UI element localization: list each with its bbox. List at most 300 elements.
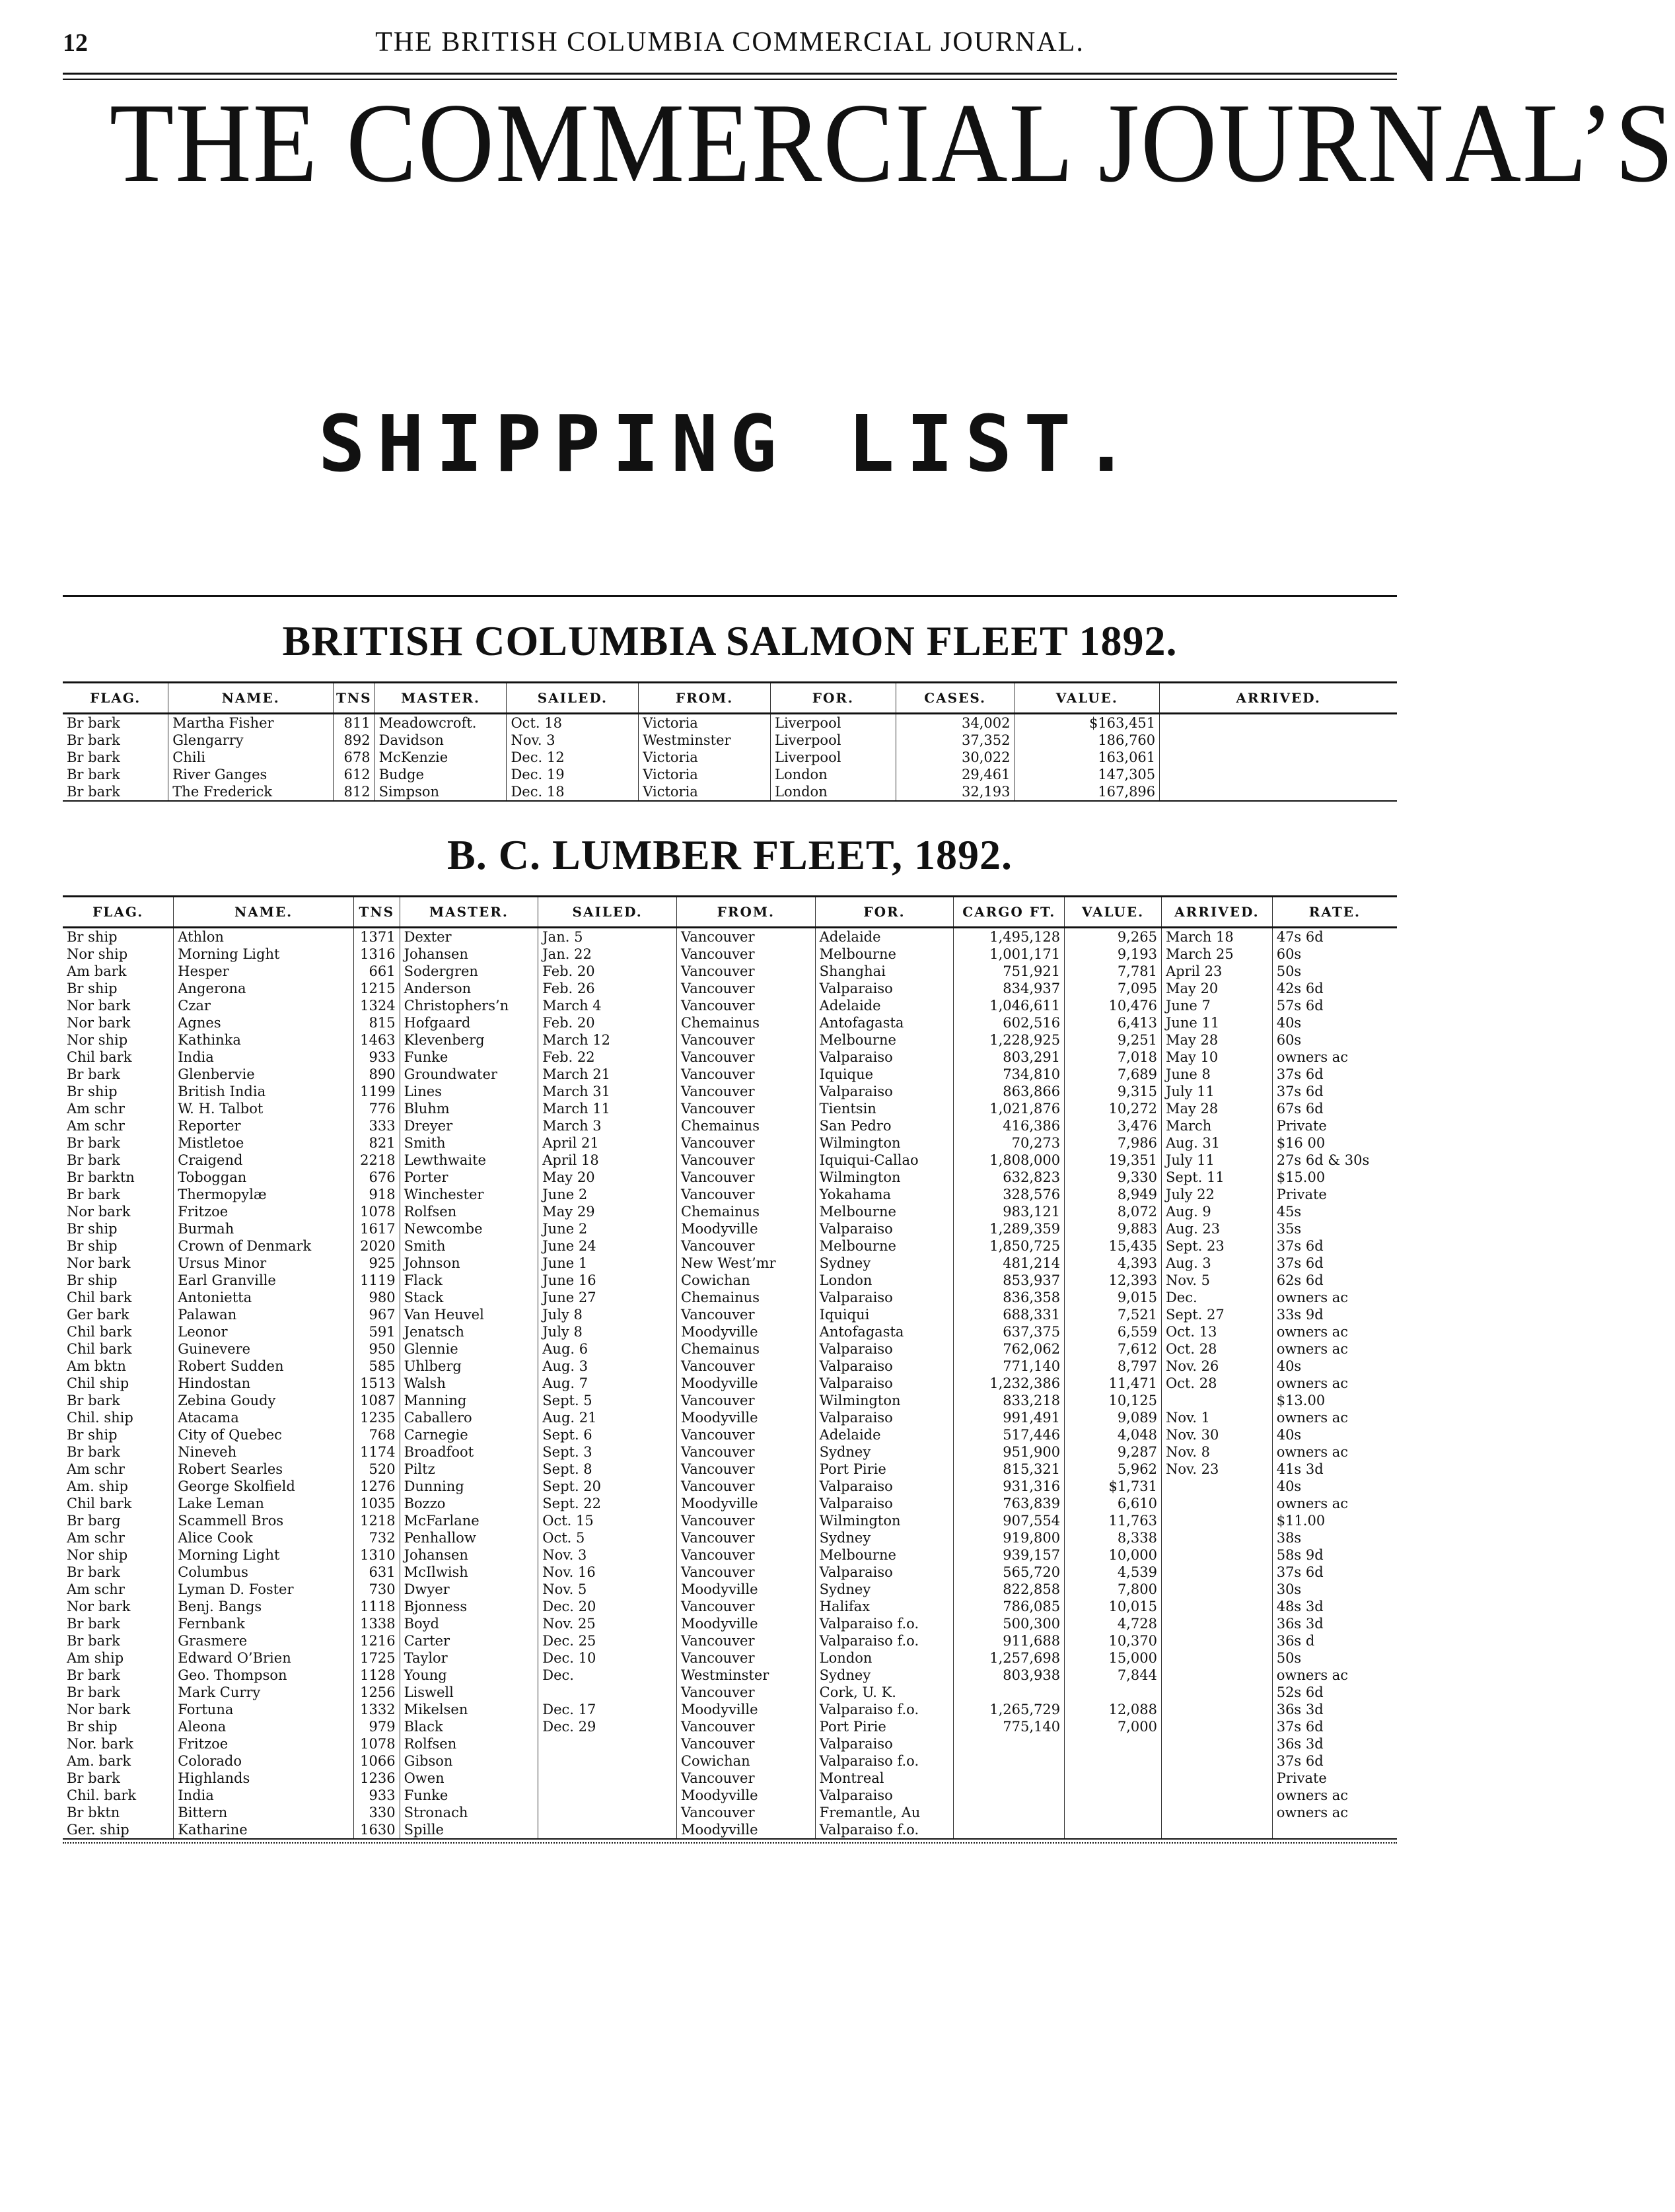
table-cell: $163,451 [1015, 714, 1160, 732]
table-cell: Melbourne [815, 1203, 954, 1220]
table-cell: June 7 [1161, 997, 1272, 1014]
table-cell: 10,272 [1065, 1100, 1162, 1117]
table-cell: Am schr [67, 1461, 125, 1477]
table-cell: Br bark [67, 715, 120, 731]
table-cell: Antonietta [174, 1289, 354, 1306]
table-cell: 907,554 [954, 1512, 1065, 1529]
table-cell: Vancouver [676, 1031, 815, 1049]
table-cell: 1617 [353, 1220, 400, 1237]
table-cell: 1218 [353, 1512, 400, 1529]
table-cell: Geo. Thompson [174, 1667, 354, 1684]
table-cell: Br bark [67, 767, 120, 782]
table-cell: Glennie [400, 1340, 538, 1358]
table-cell: Katharine [174, 1821, 354, 1839]
table-cell: 1324 [353, 997, 400, 1014]
table-cell: Br barg [67, 1513, 121, 1529]
table-cell: Vancouver [676, 1546, 815, 1564]
table-cell: Feb. 26 [538, 980, 677, 997]
table-cell: 2218 [353, 1152, 400, 1169]
table-row [63, 1615, 1397, 1632]
table-cell: Adelaide [815, 997, 954, 1014]
table-cell: Black [400, 1718, 538, 1735]
table-cell [954, 1804, 1065, 1821]
table-cell [954, 1787, 1065, 1804]
table-cell: 10,370 [1065, 1632, 1162, 1649]
table-cell: Vancouver [676, 1684, 815, 1701]
table-cell: Melbourne [815, 1237, 954, 1255]
table-cell: 1371 [353, 928, 400, 946]
table-cell: 1310 [353, 1546, 400, 1564]
table-cell: Br bktn [67, 1805, 120, 1820]
table-cell [1161, 1615, 1272, 1632]
table-cell: McKenzie [374, 749, 507, 766]
table-cell: Taylor [400, 1649, 538, 1667]
table-cell: 612 [334, 766, 375, 783]
table-cell: Vancouver [676, 1186, 815, 1203]
table-cell: 37s 6d [1272, 1237, 1397, 1255]
table-cell: India [174, 1049, 354, 1066]
table-cell: 163,061 [1015, 749, 1160, 766]
table-cell: 803,938 [954, 1667, 1065, 1684]
table-cell: Wilmington [815, 1512, 954, 1529]
column-header: FROM. [639, 683, 771, 714]
table-cell: Chil bark [67, 1290, 132, 1305]
table-cell: 5,962 [1065, 1461, 1162, 1478]
table-cell: 52s 6d [1272, 1684, 1397, 1701]
table-row [63, 1684, 1397, 1701]
table-cell: 9,015 [1065, 1289, 1162, 1306]
table-cell: Valparaiso [815, 980, 954, 997]
table-cell: 631 [353, 1564, 400, 1581]
table-cell: 1,046,611 [954, 997, 1065, 1014]
table-cell [954, 1770, 1065, 1787]
table-cell [1161, 1564, 1272, 1581]
table-cell: June 2 [538, 1186, 677, 1203]
table-cell: June 11 [1161, 1014, 1272, 1031]
table-cell: 37s 6d [1272, 1752, 1397, 1770]
table-cell: 762,062 [954, 1340, 1065, 1358]
table-cell: Aug. 23 [1161, 1220, 1272, 1237]
table-cell: 676 [353, 1169, 400, 1186]
table-cell: Nor bark [67, 1702, 131, 1717]
table-cell: Nor bark [67, 998, 131, 1014]
table-cell: 45s [1272, 1203, 1397, 1220]
table-cell: Fremantle, Au [815, 1804, 954, 1821]
table-cell: Dec. 12 [507, 749, 639, 766]
table-cell: W. H. Talbot [174, 1100, 354, 1117]
table-cell: Valparaiso [815, 1735, 954, 1752]
table-cell: 520 [353, 1461, 400, 1478]
table-cell: Wilmington [815, 1169, 954, 1186]
table-cell: 48s 3d [1272, 1598, 1397, 1615]
table-row [63, 1066, 1397, 1083]
table-cell: Penhallow [400, 1529, 538, 1546]
table-cell: 4,539 [1065, 1564, 1162, 1581]
table-cell: Port Pirie [815, 1718, 954, 1735]
table-cell: Sydney [815, 1255, 954, 1272]
table-cell: Caballero [400, 1409, 538, 1426]
table-row [63, 1272, 1397, 1289]
table-cell: Br ship [67, 1719, 118, 1735]
table-cell [538, 1804, 677, 1821]
table-cell: 4,048 [1065, 1426, 1162, 1443]
table-cell [1160, 783, 1397, 801]
table-cell [1161, 1684, 1272, 1701]
column-header: SAILED. [507, 683, 639, 714]
table-row [63, 1649, 1397, 1667]
table-cell: Westminster [639, 732, 771, 749]
table-row [63, 1512, 1397, 1529]
table-cell: Oct. 18 [507, 714, 639, 732]
table-cell: Dec. 18 [507, 783, 639, 801]
table-cell [1161, 1804, 1272, 1821]
table-cell [954, 1735, 1065, 1752]
table-cell: Chil. bark [67, 1787, 137, 1803]
table-cell: March 12 [538, 1031, 677, 1049]
table-cell: Mark Curry [174, 1684, 354, 1701]
table-cell: July 22 [1161, 1186, 1272, 1203]
table-cell: Ursus Minor [174, 1255, 354, 1272]
table-cell: British India [174, 1083, 354, 1100]
table-cell: 768 [353, 1426, 400, 1443]
table-cell: Private [1272, 1186, 1397, 1203]
table-cell: Moodyville [676, 1787, 815, 1804]
table-cell: Hesper [174, 963, 354, 980]
table-cell: 34,002 [896, 714, 1015, 732]
table-cell: Liverpool [771, 749, 896, 766]
table-cell: 933 [353, 1049, 400, 1066]
table-cell: Vancouver [676, 946, 815, 963]
section-rule [63, 595, 1397, 597]
table-cell: Davidson [374, 732, 507, 749]
table-cell: Columbus [174, 1564, 354, 1581]
table-cell: 6,610 [1065, 1495, 1162, 1512]
table-cell: Br bark [67, 1066, 120, 1082]
table-cell: Sept. 5 [538, 1392, 677, 1409]
table-cell: Flack [400, 1272, 538, 1289]
table-cell [1161, 1787, 1272, 1804]
table-cell: 27s 6d & 30s [1272, 1152, 1397, 1169]
table-cell: London [771, 766, 896, 783]
table-cell: 8,338 [1065, 1529, 1162, 1546]
table-cell: San Pedro [815, 1117, 954, 1134]
table-cell: Br bark [67, 1135, 120, 1151]
table-row [63, 1049, 1397, 1066]
table-cell: Groundwater [400, 1066, 538, 1083]
table-cell: Valparaiso f.o. [815, 1615, 954, 1632]
table-cell: Funke [400, 1787, 538, 1804]
table-cell: 7,781 [1065, 963, 1162, 980]
table-cell: 36s d [1272, 1632, 1397, 1649]
table-cell: Br ship [67, 981, 118, 996]
table-cell [954, 1752, 1065, 1770]
table-cell: Vancouver [676, 1598, 815, 1615]
table-cell: 751,921 [954, 963, 1065, 980]
table-cell: Dexter [400, 928, 538, 946]
table-cell: Montreal [815, 1770, 954, 1787]
table-row [63, 1409, 1397, 1426]
table-row [63, 1031, 1397, 1049]
table-cell [538, 1770, 677, 1787]
table-cell: Jan. 5 [538, 928, 677, 946]
table-cell: Simpson [374, 783, 507, 801]
table-cell: Am. bark [67, 1753, 131, 1769]
table-cell: 776 [353, 1100, 400, 1117]
table-cell: Fortuna [174, 1701, 354, 1718]
table-row [63, 1134, 1397, 1152]
table-cell [1161, 1649, 1272, 1667]
table-cell: 9,265 [1065, 928, 1162, 946]
table-cell [538, 1735, 677, 1752]
table-cell: Scammell Bros [174, 1512, 354, 1529]
table-cell: 1235 [353, 1409, 400, 1426]
table-row [63, 1306, 1397, 1323]
table-cell: Sept. 20 [538, 1478, 677, 1495]
table-cell: Nov. 30 [1161, 1426, 1272, 1443]
table-cell: 967 [353, 1306, 400, 1323]
table-row [63, 732, 1397, 749]
table-cell [1065, 1821, 1162, 1839]
table-cell: Glenbervie [174, 1066, 354, 1083]
table-cell: 803,291 [954, 1049, 1065, 1066]
table-cell: 822,858 [954, 1581, 1065, 1598]
table-cell: Aug. 3 [538, 1358, 677, 1375]
table-cell: 40s [1272, 1014, 1397, 1031]
table-cell: 6,413 [1065, 1014, 1162, 1031]
table-cell: 1,850,725 [954, 1237, 1065, 1255]
table-cell: Earl Granville [174, 1272, 354, 1289]
table-cell: Rolfsen [400, 1735, 538, 1752]
table-cell: 1078 [353, 1203, 400, 1220]
table-cell: Am. ship [67, 1478, 128, 1494]
table-cell: Nor bark [67, 1599, 131, 1614]
table-cell: Adelaide [815, 1426, 954, 1443]
table-cell: owners ac [1272, 1289, 1397, 1306]
table-cell: Sept. 27 [1161, 1306, 1272, 1323]
table-cell: 732 [353, 1529, 400, 1546]
table-cell: 1,232,386 [954, 1375, 1065, 1392]
table-cell: July 8 [538, 1306, 677, 1323]
table-cell: Valparaiso [815, 1049, 954, 1066]
table-cell: Nor bark [67, 1015, 131, 1031]
table-row [63, 1701, 1397, 1718]
table-cell: 585 [353, 1358, 400, 1375]
table-cell: Chemainus [676, 1203, 815, 1220]
column-header: ARRIVED. [1161, 897, 1272, 928]
column-header: FROM. [676, 897, 815, 928]
table-cell: Agnes [174, 1014, 354, 1031]
table-cell [1161, 1581, 1272, 1598]
table-cell: Smith [400, 1134, 538, 1152]
table-cell: Nov. 8 [1161, 1443, 1272, 1461]
column-header: FOR. [815, 897, 954, 928]
table-cell [1065, 1787, 1162, 1804]
table-row [63, 1546, 1397, 1564]
table-cell [1161, 1546, 1272, 1564]
column-header: FLAG. [63, 683, 168, 714]
table-cell: 15,000 [1065, 1649, 1162, 1667]
table-cell: 10,015 [1065, 1598, 1162, 1615]
table-cell: Dec. 29 [538, 1718, 677, 1735]
table-cell: City of Quebec [174, 1426, 354, 1443]
table-cell: 892 [334, 732, 375, 749]
table-cell: Vancouver [676, 1649, 815, 1667]
table-cell: Meadowcroft. [374, 714, 507, 732]
table-cell: Valparaiso f.o. [815, 1752, 954, 1770]
table-cell: Sept. 6 [538, 1426, 677, 1443]
header-rule [63, 79, 1397, 80]
table-cell: 9,315 [1065, 1083, 1162, 1100]
table-row [63, 1735, 1397, 1752]
table-cell: Wilmington [815, 1392, 954, 1409]
table-row [63, 1289, 1397, 1306]
table-cell: $11.00 [1272, 1512, 1397, 1529]
table-cell: March 21 [538, 1066, 677, 1083]
table-cell: Br bark [67, 1152, 120, 1168]
table-cell: 1118 [353, 1598, 400, 1615]
table-cell: Vancouver [676, 1049, 815, 1066]
table-cell: Vancouver [676, 1804, 815, 1821]
table-cell: $16 00 [1272, 1134, 1397, 1152]
table-cell: 637,375 [954, 1323, 1065, 1340]
lumber-header-row [63, 897, 1397, 928]
table-cell: 10,125 [1065, 1392, 1162, 1409]
table-cell: 1216 [353, 1632, 400, 1649]
table-cell: Victoria [639, 749, 771, 766]
table-cell: Antofagasta [815, 1323, 954, 1340]
table-cell [1161, 1735, 1272, 1752]
table-cell: Victoria [639, 766, 771, 783]
table-cell: 632,823 [954, 1169, 1065, 1186]
table-cell: Am schr [67, 1118, 125, 1134]
table-cell: Carnegie [400, 1426, 538, 1443]
table-row [63, 1186, 1397, 1203]
table-cell: Private [1272, 1770, 1397, 1787]
table-row [63, 783, 1397, 801]
table-cell: Chemainus [676, 1117, 815, 1134]
table-cell: $1,731 [1065, 1478, 1162, 1495]
table-cell: Grasmere [174, 1632, 354, 1649]
table-row [63, 766, 1397, 783]
table-cell [1065, 1752, 1162, 1770]
table-cell: Valparaiso [815, 1564, 954, 1581]
table-cell: Zebina Goudy [174, 1392, 354, 1409]
table-cell: Vancouver [676, 1169, 815, 1186]
table-cell: George Skolfield [174, 1478, 354, 1495]
table-cell: 918 [353, 1186, 400, 1203]
table-cell: Melbourne [815, 946, 954, 963]
table-row [63, 1564, 1397, 1581]
table-cell: 70,273 [954, 1134, 1065, 1152]
table-cell [538, 1752, 677, 1770]
table-cell: Nor bark [67, 1204, 131, 1220]
table-cell: Vancouver [676, 928, 815, 946]
table-cell: 50s [1272, 1649, 1397, 1667]
table-cell: Tientsin [815, 1100, 954, 1117]
table-cell: Fernbank [174, 1615, 354, 1632]
table-cell: 7,521 [1065, 1306, 1162, 1323]
table-cell: 919,800 [954, 1529, 1065, 1546]
column-header: TNS [353, 897, 400, 928]
table-cell: 15,435 [1065, 1237, 1162, 1255]
table-cell: Aug. 31 [1161, 1134, 1272, 1152]
table-row [63, 1718, 1397, 1735]
table-cell: Sydney [815, 1529, 954, 1546]
table-cell: 2020 [353, 1237, 400, 1255]
table-cell: Valparaiso [815, 1083, 954, 1100]
table-cell: March 18 [1161, 928, 1272, 946]
table-row [63, 928, 1397, 946]
table-cell: 57s 6d [1272, 997, 1397, 1014]
table-cell: 8,949 [1065, 1186, 1162, 1203]
table-cell: Kathinka [174, 1031, 354, 1049]
table-cell: Thermopylæ [174, 1186, 354, 1203]
table-cell: Valparaiso f.o. [815, 1701, 954, 1718]
table-cell: 40s [1272, 1426, 1397, 1443]
masthead: THE COMMERCIAL JOURNAL’S [109, 81, 1675, 206]
table-cell: May 20 [1161, 980, 1272, 997]
table-row [63, 1804, 1397, 1821]
lumber-fleet-table [63, 895, 1397, 1840]
column-header: MASTER. [374, 683, 507, 714]
table-cell: 1513 [353, 1375, 400, 1392]
table-cell: Melbourne [815, 1546, 954, 1564]
table-cell: Br bark [67, 1187, 120, 1202]
table-cell: May 28 [1161, 1031, 1272, 1049]
table-cell: April 21 [538, 1134, 677, 1152]
table-cell: Gibson [400, 1752, 538, 1770]
table-row [63, 1426, 1397, 1443]
table-cell: Br ship [67, 1427, 118, 1443]
table-cell: Newcombe [400, 1220, 538, 1237]
table-cell: Lyman D. Foster [174, 1581, 354, 1598]
table-cell: Van Heuvel [400, 1306, 538, 1323]
table-cell: Sept. 22 [538, 1495, 677, 1512]
table-cell: Lake Leman [174, 1495, 354, 1512]
table-cell: 7,844 [1065, 1667, 1162, 1684]
table-cell: 62s 6d [1272, 1272, 1397, 1289]
table-cell: Vancouver [676, 1392, 815, 1409]
table-cell: Dec. 10 [538, 1649, 677, 1667]
table-cell [1161, 1752, 1272, 1770]
table-cell: Chil bark [67, 1341, 132, 1357]
table-cell: Lines [400, 1083, 538, 1100]
table-cell: Vancouver [676, 1512, 815, 1529]
table-cell: Dec. [538, 1667, 677, 1684]
table-cell: Am bktn [67, 1358, 126, 1374]
table-cell: Atacama [174, 1409, 354, 1426]
table-cell: June 1 [538, 1255, 677, 1272]
table-cell: 8,072 [1065, 1203, 1162, 1220]
table-cell: Br bark [67, 732, 120, 748]
table-cell: Vancouver [676, 1718, 815, 1735]
table-cell: Moodyville [676, 1323, 815, 1340]
table-cell: Am ship [67, 1650, 124, 1666]
table-cell: 1236 [353, 1770, 400, 1787]
table-cell: Morning Light [174, 1546, 354, 1564]
table-cell: 36s 3d [1272, 1615, 1397, 1632]
table-cell: 9,287 [1065, 1443, 1162, 1461]
table-cell: Dec. 25 [538, 1632, 677, 1649]
table-cell: River Ganges [168, 766, 334, 783]
table-cell: Port Pirie [815, 1461, 954, 1478]
table-cell: Oct. 28 [1161, 1340, 1272, 1358]
table-cell: Adelaide [815, 928, 954, 946]
table-cell: Valparaiso f.o. [815, 1821, 954, 1839]
table-cell: March 31 [538, 1083, 677, 1100]
running-title: THE BRITISH COLUMBIA COMMERCIAL JOURNAL. [375, 27, 1085, 57]
table-cell: London [771, 783, 896, 801]
